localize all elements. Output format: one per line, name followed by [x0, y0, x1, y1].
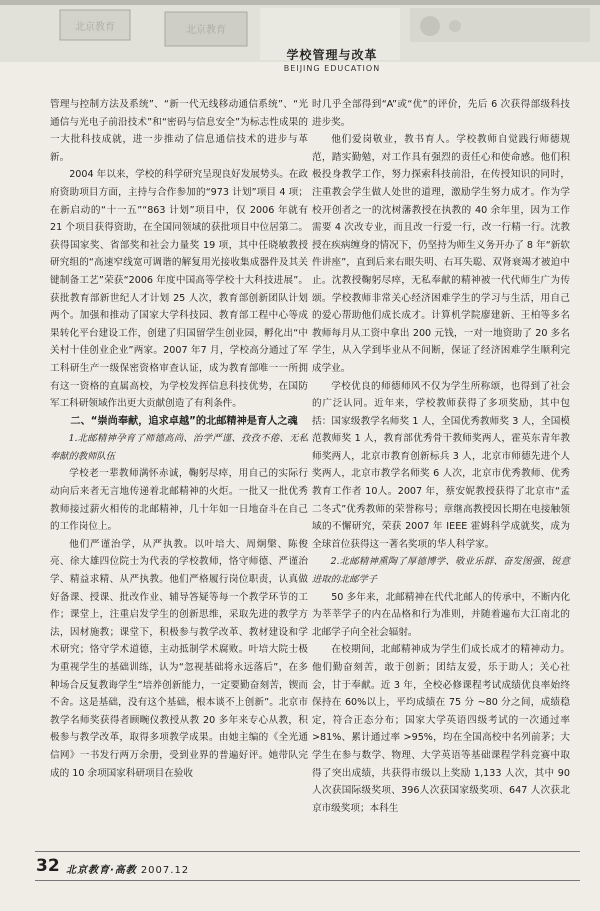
paragraph: 在校期间，北邮精神成为学生们成长成才的精神动力。他们勤奋刻苦，敢于创新；团结友爱，乐于助人；关心社会，甘于奉献。近 3 年，全校必修课程考试成绩优良率始终保持在 60%以上，平均成绩在 75 分 ~80 分之间，成绩稳定，符合正态分布；国家大学英语四级考试的一次通过率 >81%、累计通过率 >95%，均在全国高校中名列前茅；大学生在参与数学、物理、大学英语等基础课程学科竞赛中取得了突出成绩，共获得市级以上奖励 1,133 人次，其中 90 人次获国际级奖项、396人次获国家级奖项、647 人次获北京市级奖项；本科生	[312, 644, 570, 814]
paragraph: 50 多年来，北邮精神在代代北邮人的传承中，不断内化为莘莘学子的内在品格和行为准则，并随着遍布大江南北的北邮学子向全社会辐射。	[312, 591, 570, 638]
right-column	[312, 96, 570, 817]
footer-rule-bottom	[35, 880, 580, 881]
paragraph: 管理与控制方法及系统”、“新一代无线移动通信系统”、“光通信与光电子前沿技术”和“密码与信息安全”为标志性成果的一大批科技成就，进一步推动了信息通信技术的进步与革新。	[50, 99, 308, 163]
paragraph: 时几乎全部得到“A”或“优”的评价，先后 6 次获得部级科技进步奖。	[312, 99, 570, 128]
paragraph: 学校优良的师德师风不仅为学生所称颂，也得到了社会的广泛认同。近年来，学校教师获得了多项奖励，其中包括：国家级教学名师奖 1 人，全国优秀教师奖 3 人，全国模范教师奖 1 人，教育部优秀骨干教师奖两人，霍英东青年教师奖两人，北京市教育创新标兵 3 人，北京市师德先进个人奖两人，北京市教学名师奖 6 人次，北京市优秀教师、优秀教育工作者 10人。2007 年，蔡安妮教授获得了北京市“孟二冬式”优秀教师的荣誉称号；章继高教授因长期在电接触领域的不懈研究，荣获 2007 年 IEEE 霍姆科学成就奖，成为全球首位获得这一著名奖项的华人科学家。	[312, 380, 570, 550]
footer-rule	[35, 851, 580, 852]
header-logo-right	[165, 12, 247, 46]
paragraph: 学校老一辈教师满怀赤诚，鞠躬尽瘁，用自己的实际行动向后来者无言地传递着北邮精神的火炬。一批又一批优秀教师接过薪火相传的北邮精神，几十年如一日地奋斗在自己的工作岗位上。	[50, 468, 308, 533]
paragraph: 他们严谨治学，从严执教。以叶培大、周炯槃、陈俊亮、徐大雄四位院士为代表的学校教师，恪守师德、严谨治学、精益求精、从严执教。他们严格履行岗位职责，认真做好备课、授课、批改作业、辅导答疑等每一个教学环节的工作；课堂上，注重启发学生的创新思维，采取先进的教学方法，因材施教；课堂下，积极参与教学改革、教材建设和学术研究；恪守学术道德，主动抵制学术腐败。叶培大院士极为重视学生的基础训练，认为“忽视基础将永远落后”，在多种场合反复教诲学生“培养创新能力，一定要勤奋刻苦，锲而不舍。这是基础，没有这个基础，根本谈不上创新”。北京市教学名师奖获得者顾畹仪教授从教 20 多年来专心从教，积极参与教学改革，取得多项教学成果。由她主编的《全光通信网》一书发行两万余册，受到业界的普遍好评。她带队完成的 10 余项国家科研项目在验收	[50, 538, 308, 779]
page-number: 32	[36, 856, 60, 876]
decor-circle	[420, 16, 440, 36]
journal-name	[66, 861, 189, 876]
section-subtitle: BEIJING EDUCATION	[283, 64, 381, 73]
journal-title: 北京教育·高教	[66, 865, 137, 876]
subsection-heading: 2.北邮精神熏陶了厚德博学、敬业乐群、奋发图强、锐意进取的北邮学子	[312, 556, 570, 586]
left-column	[50, 96, 308, 782]
subsection-heading: 1.北邮精神孕育了师德高尚、治学严谨、孜孜不倦、无私奉献的教师队伍	[50, 433, 308, 462]
section-heading: 二、“崇尚奉献，追求卓越”的北邮精神是育人之魂	[70, 415, 298, 427]
header-logo-left	[60, 10, 130, 40]
logo-right-text: 北京教育	[186, 25, 226, 36]
logo-left-text: 北京教育	[75, 22, 115, 33]
paragraph: 他们爱岗敬业，教书育人。学校教师自觉践行师德规范，踏实勤勉，对工作具有强烈的责任心和使命感。他们积极投身教学工作，努力探索科技前沿，在传授知识的同时，注重教会学生做人处世的道理，激励学生努力成才。作为学校开创者之一的沈树藩教授在执教的 40 余年里，因为工作需要 4 次改专业，而且改一行爱一行，改一行精一行。沈教授在疾病缠身的情况下，仍坚持为师生义务开办了 8 年“新软件讲座”，直到后来右眼失明、右耳失聪、双肾衰竭才被迫中止。沈教授鞠躬尽瘁，无私奉献的精神被一代代师生广为传颂。学校教师非常关心经济困难学生的学习与生活，用自己的爱心帮助他们成长成才。计算机学院廖建新、王柏等多名教师每月从工资中拿出 200 元钱，一对一地资助了 20 多名学生，从入学到毕业从不间断，保证了经济困难学生顺利完成学业。	[312, 134, 570, 374]
section-title: 学校管理与改革	[286, 48, 378, 62]
journal-issue: 2007.12	[140, 865, 190, 876]
paragraph: 2004 年以来，学校的科学研究呈现良好发展势头。在政府资助项目方面，主持与合作参加的“973 计划”项目 4 项；在新启动的“十一五”“863 计划”项目中，仅 2006 年就有 21 个项目获得资助，在全国同领域的获批项目中位居第二。获得国家奖、省部奖和社会力量奖 19 项，其中任晓敏教授研究组的“高速窄线宽可调谐的解复用光接收集成器件及其关键制备工艺”荣获“2006 年度中国高等学校十大科技进展”。获批教育部新世纪人才计划 25 人次，教育部创新团队计划两个。加强和推动了国家大学科技园、教育部工程中心等成果转化平台建设工作，创建了归国留学生创业园，孵化出“中关村十佳创业企业”两家。2007 年7 月，学校高分通过了军工科研生产一级保密资格审查认证，成为教育部唯一一所拥有这一资格的直属高校，为学校发挥信息科技优势，在国防军工科研领域作出更大贡献创造了有利条件。	[50, 169, 308, 410]
section-header	[272, 46, 392, 73]
